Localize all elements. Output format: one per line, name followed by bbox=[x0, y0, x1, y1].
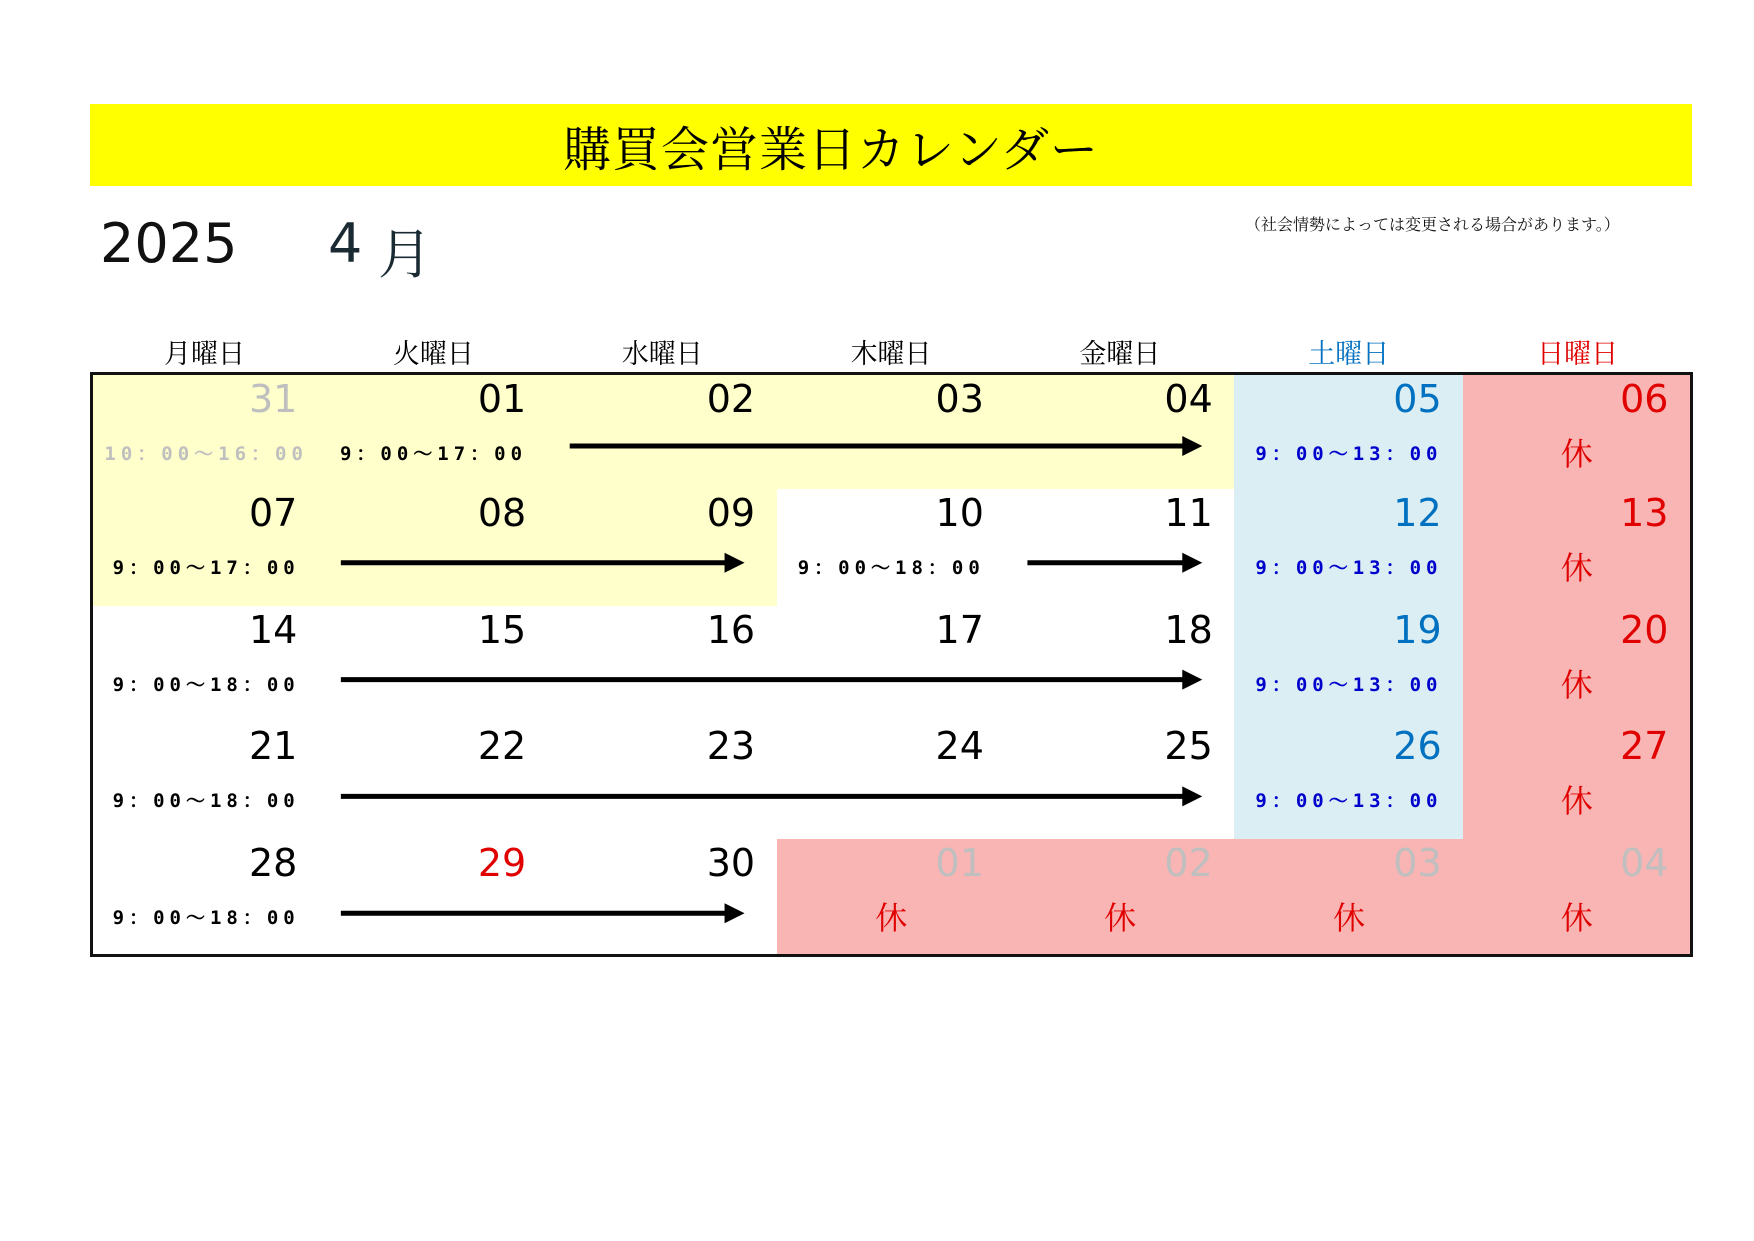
calendar-day-cell bbox=[1463, 839, 1693, 957]
closed-label: 休 bbox=[1560, 782, 1593, 821]
day-number: 31 bbox=[248, 377, 298, 421]
day-number: 01 bbox=[935, 841, 984, 886]
opening-hours: 9：00～18：00 bbox=[112, 907, 300, 930]
calendar-day-cell bbox=[319, 372, 549, 490]
calendar-day-cell bbox=[319, 489, 549, 607]
weekday-label: 日曜日 bbox=[1537, 339, 1619, 370]
title-banner bbox=[90, 104, 1692, 186]
calendar-day-cell bbox=[1234, 722, 1464, 840]
opening-hours: 9：00～13：00 bbox=[1255, 556, 1443, 579]
calendar-day-cell bbox=[319, 722, 549, 840]
calendar-day-cell bbox=[548, 839, 778, 957]
calendar-day-cell bbox=[548, 606, 778, 724]
day-number: 05 bbox=[1393, 377, 1442, 421]
opening-hours: 9：00～18：00 bbox=[112, 673, 300, 696]
closed-label: 休 bbox=[1560, 548, 1593, 587]
calendar-day-cell bbox=[1005, 489, 1235, 607]
page-title: 購買会営業日カレンダー bbox=[563, 121, 1099, 178]
calendar-day-cell bbox=[1234, 606, 1464, 724]
day-number: 12 bbox=[1393, 490, 1442, 535]
opening-hours: 9：00～17：00 bbox=[339, 443, 528, 465]
calendar-day-cell bbox=[319, 606, 549, 724]
weekday-label: 木曜日 bbox=[850, 339, 932, 370]
day-number: 27 bbox=[1620, 724, 1669, 769]
calendar-day-cell bbox=[777, 372, 1007, 490]
month-number: 4 bbox=[328, 212, 363, 275]
calendar-day-cell bbox=[1005, 372, 1235, 490]
calendar-day-cell bbox=[319, 839, 549, 957]
day-number: 06 bbox=[1620, 377, 1669, 421]
calendar-day-cell bbox=[548, 489, 778, 607]
day-number: 26 bbox=[1393, 724, 1442, 769]
weekday-label: 水曜日 bbox=[621, 339, 703, 370]
calendar-day-cell bbox=[1463, 372, 1693, 490]
year-label: 2025 bbox=[100, 212, 238, 275]
day-number: 13 bbox=[1620, 490, 1669, 535]
calendar-day-cell bbox=[90, 372, 320, 490]
closed-label: 休 bbox=[1332, 899, 1365, 938]
opening-hours: 9：00～17：00 bbox=[112, 556, 300, 579]
day-number: 07 bbox=[248, 490, 298, 535]
day-number: 23 bbox=[706, 724, 756, 769]
calendar-day-cell bbox=[777, 489, 1007, 607]
opening-hours: 10：00～16：00 bbox=[104, 443, 308, 465]
day-number: 21 bbox=[248, 724, 298, 769]
calendar-grid bbox=[90, 372, 1692, 956]
day-number: 09 bbox=[706, 490, 756, 535]
day-number: 19 bbox=[1393, 607, 1442, 652]
day-number: 16 bbox=[706, 607, 756, 652]
calendar-day-cell bbox=[1005, 722, 1235, 840]
opening-hours: 9：00～18：00 bbox=[797, 556, 985, 579]
weekday-label: 土曜日 bbox=[1308, 339, 1390, 370]
day-number: 04 bbox=[1620, 841, 1669, 886]
day-number: 17 bbox=[935, 607, 984, 652]
disclaimer-note: （社会情勢によっては変更される場合があります。） bbox=[1245, 215, 1620, 234]
day-number: 15 bbox=[477, 607, 527, 652]
closed-label: 休 bbox=[1104, 899, 1137, 938]
calendar-day-cell bbox=[1234, 839, 1464, 957]
opening-hours: 9：00～13：00 bbox=[1255, 790, 1443, 813]
calendar-day-cell bbox=[777, 722, 1007, 840]
calendar-day-cell bbox=[90, 839, 320, 957]
calendar-day-cell bbox=[1463, 722, 1693, 840]
day-number: 08 bbox=[477, 490, 527, 535]
calendar-day-cell bbox=[1005, 606, 1235, 724]
closed-label: 休 bbox=[1560, 899, 1593, 938]
calendar-day-cell bbox=[90, 489, 320, 607]
opening-hours: 9：00～13：00 bbox=[1255, 443, 1443, 465]
day-number: 20 bbox=[1620, 607, 1669, 652]
calendar-day-cell bbox=[90, 606, 320, 724]
calendar-day-cell bbox=[1463, 606, 1693, 724]
day-number: 03 bbox=[935, 377, 984, 421]
calendar-day-cell bbox=[1463, 489, 1693, 607]
day-number: 18 bbox=[1164, 607, 1213, 652]
day-number: 22 bbox=[477, 724, 527, 769]
day-number: 29 bbox=[477, 841, 527, 886]
day-number: 24 bbox=[935, 724, 984, 769]
day-number: 28 bbox=[248, 841, 298, 886]
calendar-day-cell bbox=[548, 722, 778, 840]
calendar-day-cell bbox=[548, 372, 778, 490]
calendar-day-cell bbox=[777, 839, 1007, 957]
day-number: 02 bbox=[706, 377, 756, 421]
calendar-day-cell bbox=[90, 722, 320, 840]
day-number: 11 bbox=[1164, 490, 1213, 535]
closed-label: 休 bbox=[1560, 435, 1593, 473]
weekday-label: 金曜日 bbox=[1079, 339, 1161, 370]
calendar-day-cell bbox=[1005, 839, 1235, 957]
opening-hours: 9：00～18：00 bbox=[112, 790, 300, 813]
day-number: 01 bbox=[477, 377, 527, 421]
day-number: 30 bbox=[706, 841, 756, 886]
weekday-header bbox=[90, 332, 1692, 368]
opening-hours: 9：00～13：00 bbox=[1255, 673, 1443, 696]
calendar-day-cell bbox=[1234, 489, 1464, 607]
weekday-label: 火曜日 bbox=[392, 339, 474, 370]
day-number: 10 bbox=[935, 490, 984, 535]
day-number: 03 bbox=[1393, 841, 1442, 886]
day-number: 25 bbox=[1164, 724, 1213, 769]
weekday-label: 月曜日 bbox=[164, 339, 245, 370]
calendar-day-cell bbox=[777, 606, 1007, 724]
calendar-day-cell bbox=[1234, 372, 1464, 490]
day-number: 04 bbox=[1164, 377, 1213, 421]
closed-label: 休 bbox=[875, 899, 908, 938]
month-unit: 月 bbox=[378, 223, 432, 286]
day-number: 02 bbox=[1164, 841, 1213, 886]
day-number: 14 bbox=[248, 607, 298, 652]
closed-label: 休 bbox=[1560, 665, 1593, 704]
